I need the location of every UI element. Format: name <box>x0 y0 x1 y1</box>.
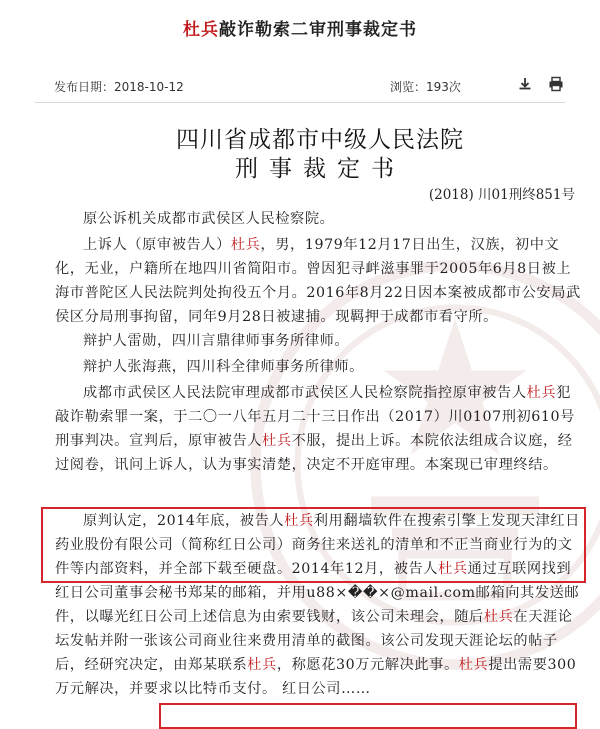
defendant-name: 杜兵 <box>459 657 489 673</box>
defendant-name: 杜兵 <box>438 561 468 577</box>
print-icon[interactable] <box>548 76 564 92</box>
highlight-box-1 <box>41 507 586 583</box>
header-divider <box>35 102 565 103</box>
court-name: 四川省成都市中级人民法院 <box>55 121 585 154</box>
findings-text-e: ，称愿花30万元解决此事。 <box>277 657 459 673</box>
judgment-document <box>55 105 585 717</box>
appellant-details: ，男，1979年12月17日出生，汉族，初中文化，无业，户籍所在地四川省简阳市。曾因犯寻衅滋事罪于2005年6月8日被上海市普陀区人民法院判处拘役五个月。2016年8月22日因本案被成都市公安局武侯区分局刑事拘留，同年9月28日被逮捕。现羁押于成都市看守所。 <box>55 237 581 325</box>
findings-text-g: 红日公司…… <box>277 681 371 697</box>
procedure-text-c: 不服，提出上诉。本院依法组成合议庭，经过阅卷，讯问上诉人，认为事实清楚，决定不开庭审理。本案现已审理终结。 <box>55 433 573 473</box>
procedure-text-a: 成都市武侯区人民法院审理成都市武侯区人民检察院指控原审被告人 <box>83 385 527 401</box>
download-icon[interactable] <box>517 76 533 92</box>
defendant-name: 杜兵 <box>247 657 277 673</box>
paragraph-procedure <box>55 381 585 477</box>
paragraph-prosecutor: 原公诉机关成都市武侯区人民检察院。 <box>55 207 585 231</box>
defendant-name: 杜兵 <box>527 385 557 401</box>
paragraph-defender-1: 辩护人雷勋，四川言鼎律师事务所律师。 <box>55 329 585 353</box>
defendant-name: 杜兵 <box>262 433 292 449</box>
publish-date: 发布日期：2018-10-12 <box>54 78 184 95</box>
defendant-name: 杜兵 <box>484 609 514 625</box>
paragraph-appellant <box>55 233 585 329</box>
defendant-name: 杜兵 <box>284 513 314 529</box>
highlight-box-2 <box>159 703 577 729</box>
findings-text-a: 原判认定，2014年底，被告人 <box>83 513 284 529</box>
page-title <box>0 15 600 40</box>
appellant-label: 上诉人（原审被告人） <box>83 237 231 253</box>
defendant-name: 杜兵 <box>231 237 261 253</box>
findings-text-b: 利用翻墙软件在搜索引擎上发现天津红日药业股份有限公司（简称红日公司）商务往来送礼的清单和不正当商业行为的文件等内部资料，并全部下载至硬盘。2014年12月，被告人 <box>55 513 580 577</box>
view-count: 浏览：193次 <box>390 78 461 95</box>
case-number: (2018) 川01刑终851号 <box>429 183 575 203</box>
findings-text-c: 通过互联网找到红日公司董事会秘书郑某的邮箱，并用u88×��×@mail.com邮箱向其发送邮件，以曝光红日公司上述信息为由索要钱财，该公司未理会，随后 <box>55 561 579 625</box>
meta-bar <box>0 72 600 98</box>
findings-text-d: 在天涯论坛发帖并附一张该公司商业往来费用清单的截图。该公司发现天涯论坛的帖子后，经研究决定，由郑某联系 <box>55 609 573 673</box>
document-type: 刑事裁定书 <box>55 150 585 183</box>
paragraph-defender-2: 辩护人张海燕，四川科全律师事务所律师。 <box>55 355 585 379</box>
findings-text-f: 提出需要300万元解决，并要求以比特币支付。 <box>55 657 576 697</box>
procedure-text-b: 犯敲诈勒索罪一案，于二〇一八年五月二十三日作出（2017）川0107刑初610号刑事判决。宣判后，原审被告人 <box>55 385 575 449</box>
title-name: 杜兵 <box>183 20 219 40</box>
title-text: 敲诈勒索二审刑事裁定书 <box>219 20 417 40</box>
